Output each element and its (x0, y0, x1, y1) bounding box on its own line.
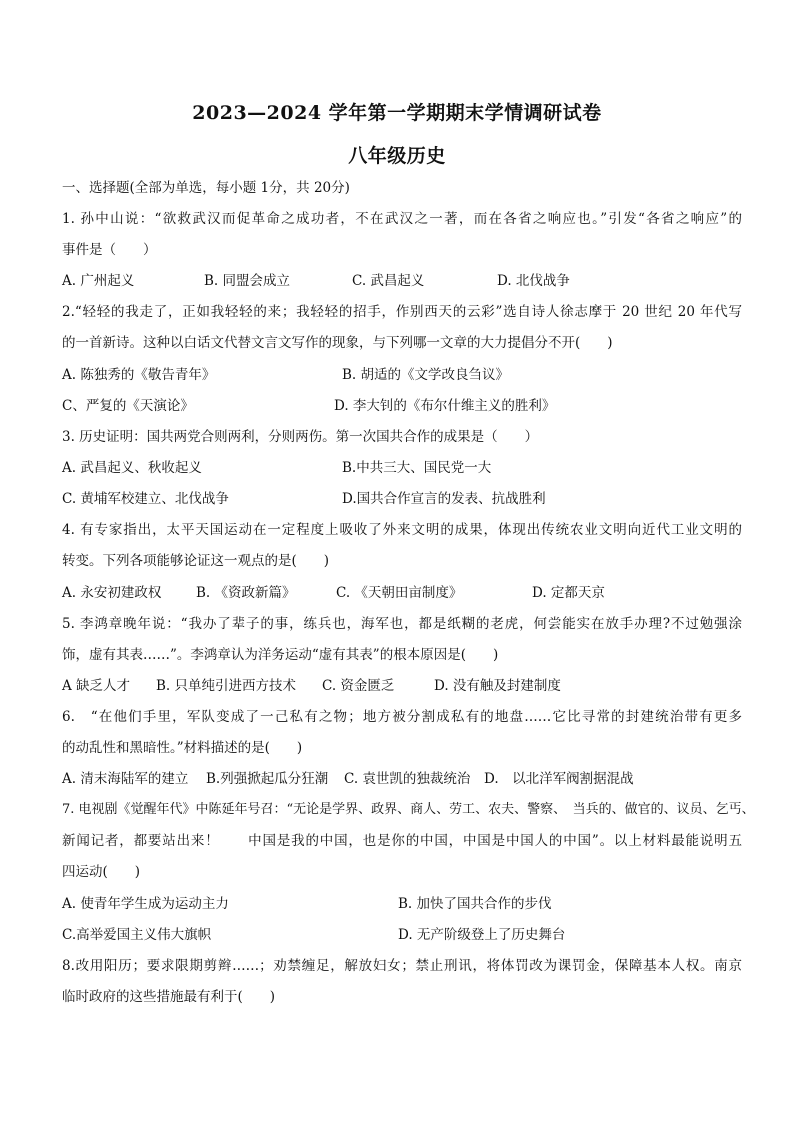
option-a: A. 广州起义 (62, 273, 135, 289)
option-b: B. 加快了国共合作的步伐 (398, 896, 552, 912)
option-d: D. 以北洋军阀割据混战 (484, 771, 634, 787)
option-d: D. 无产阶级登上了历史舞台 (398, 927, 566, 943)
option-b: B.中共三大、国民党一大 (342, 460, 492, 476)
option-c: C.高举爱国主义伟大旗帜 (62, 927, 212, 943)
option-d: D. 李大钊的《布尔什维主义的胜利》 (334, 398, 556, 414)
question-line: 转变。下列各项能够论证这一观点的是( ) (62, 553, 330, 569)
question-line: 3. 历史证明：国共两党合则两利，分则两伤。第一次国共合作的成果是（ ） (62, 429, 539, 445)
question-line: 的动乱性和黑暗性。”材料描述的是( ) (62, 740, 303, 756)
section-heading: 一、选择题(全部为单选，每小题 1分，共 20分) (62, 180, 350, 196)
exam-title: 2023—2024 学年第一学期期末学情调研试卷 (192, 102, 602, 124)
option-c: C. 黄埔军校建立、北伐战争 (62, 491, 229, 507)
option-a: A. 清末海陆军的建立 (62, 771, 189, 787)
exam-subtitle: 八年级历史 (348, 145, 446, 167)
option-b: B. 胡适的《文学改良刍议》 (342, 367, 510, 383)
option-a: A. 使青年学生成为运动主力 (62, 896, 229, 912)
option-d: D. 定都天京 (532, 585, 605, 601)
option-b: B.列强掀起瓜分狂潮 (206, 771, 329, 787)
option-b: B. 《资政新篇》 (196, 585, 296, 601)
option-d: D.国共合作宣言的发表、抗战胜利 (342, 491, 546, 507)
option-c: C. 武昌起义 (352, 273, 425, 289)
option-b: B. 只单纯引进西方技术 (156, 678, 297, 694)
question-line: 新闻记者，都要站出来！ 中国是我的中国，也是你的中国，中国是中国人的中国”。以上材料最能说明五 (62, 833, 742, 849)
option-d: D. 没有触及封建制度 (434, 678, 561, 694)
question-line: 事件是（ ） (62, 242, 157, 258)
question-line: 1. 孙中山说：“欲救武汉而促革命之成功者，不在武汉之一著，而在各省之响应也。”引发“各省之响应”的 (62, 211, 742, 227)
option-a: A. 武昌起义、秋收起义 (62, 460, 202, 476)
option-a: A. 陈独秀的《敬告青年》 (62, 367, 216, 383)
question-line: 8.改用阳历；要求限期剪辫……；劝禁缠足，解放妇女；禁止刑讯，将体罚改为课罚金，保障基本人权。南京 (62, 958, 742, 974)
question-line: 4. 有专家指出，太平天国运动在一定程度上吸收了外来文明的成果，体现出传统农业文明向近代工业文明的 (62, 522, 742, 538)
option-c: C. 《天朝田亩制度》 (336, 585, 463, 601)
question-line: 饰，虚有其表……”。李鸿章认为洋务运动“虚有其表”的根本原因是( ) (62, 647, 499, 663)
question-line: 的一首新诗。这种以白话文代替文言文写作的现象，与下列哪一文章的大力提倡分不开( ) (62, 335, 613, 351)
option-b: B. 同盟会成立 (204, 273, 291, 289)
option-c: C、严复的《天演论》 (62, 398, 194, 414)
option-d: D. 北伐战争 (497, 273, 570, 289)
option-c: C. 资金匮乏 (322, 678, 395, 694)
question-line: 5. 李鸿章晚年说：“我办了辈子的事，练兵也，海军也，都是纸糊的老虎，何尝能实在放手办理?不过勉强涂 (62, 616, 742, 632)
question-line: 临时政府的这些措施最有利于( ) (62, 989, 276, 1005)
question-line: 四运动( ) (62, 864, 141, 880)
question-line: 6. “在他们手里，军队变成了一己私有之物；地方被分割成私有的地盘……它比寻常的封建统治带有更多 (62, 709, 742, 725)
question-line: 2.“轻轻的我走了，正如我轻轻的来；我轻轻的招手，作别西天的云彩”选自诗人徐志摩于 20 世纪 20 年代写 (62, 304, 742, 320)
question-line: 7. 电视剧《觉醒年代》中陈延年号召：“无论是学界、政界、商人、劳工、农夫、警察、 当兵的、做官的、议员、乞丐、 (62, 802, 755, 817)
option-a: A. 永安初建政权 (62, 585, 162, 601)
option-c: C. 袁世凯的独裁统治 (344, 771, 471, 787)
option-a: A 缺乏人才 (62, 678, 131, 694)
